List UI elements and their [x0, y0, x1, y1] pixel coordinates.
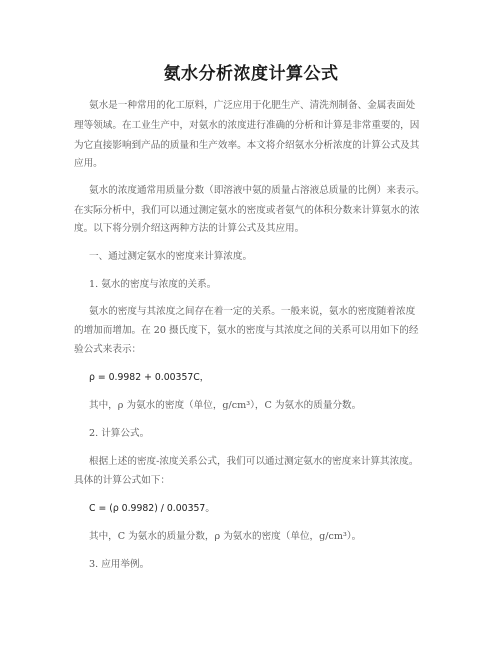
- document-title: 氨水分析浓度计算公式: [163, 64, 339, 84]
- intro-line-1: 氨水是一种常用的化工原料，广泛应用于化肥生产、清洗剂制备、金属表面处: [89, 100, 416, 111]
- formula-explanation-2: 其中，C 为氨水的质量分数，ρ 为氨水的密度（单位，g/cm³）。: [89, 531, 362, 542]
- intro-line-3: 为它直接影响到产品的质量和生产效率。本文将介绍氨水分析浓度的计算公式及其: [74, 140, 420, 151]
- para4-line-2: 具体的计算公式如下：: [74, 475, 170, 486]
- subheading-2: 2. 计算公式。: [89, 428, 150, 439]
- section-heading-1: 一、通过测定氨水的密度来计算浓度。: [89, 251, 253, 262]
- para3-line-3: 验公式来表示：: [74, 344, 142, 355]
- formula-explanation-1: 其中，ρ 为氨水的密度（单位，g/cm³），C 为氨水的质量分数。: [89, 400, 362, 411]
- subheading-1: 1. 氨水的密度与浓度的关系。: [89, 279, 217, 290]
- subheading-3: 3. 应用举例。: [89, 559, 150, 570]
- para3-line-2: 的增加而增加。在 20 摄氏度下，氨水的密度与其浓度之间的关系可以用如下的经: [74, 325, 419, 336]
- para2-line-2: 在实际分析中，我们可以通过测定氨水的密度或者氨气的体积分数来计算氨水的浓: [74, 205, 420, 216]
- formula-density: ρ = 0.9982 + 0.00357C，: [89, 372, 210, 383]
- formula-concentration: C = (ρ 0.9982) / 0.00357。: [89, 503, 215, 514]
- intro-line-4: 应用。: [74, 158, 103, 169]
- para4-line-1: 根据上述的密度-浓度关系公式，我们可以通过测定氨水的密度来计算其浓度。: [89, 456, 419, 467]
- para2-line-3: 度。以下将分别介绍这两种方法的计算公式及其应用。: [74, 223, 305, 234]
- intro-line-2: 理等领域。在工业生产中，对氨水的浓度进行准确的分析和计算是非常重要的，因: [74, 120, 420, 131]
- para3-line-1: 氨水的密度与其浓度之间存在着一定的关系。一般来说，氨水的密度随着浓度: [89, 306, 416, 317]
- para2-line-1: 氨水的浓度通常用质量分数（即溶液中氨的质量占溶液总质量的比例）来表示。: [89, 185, 425, 196]
